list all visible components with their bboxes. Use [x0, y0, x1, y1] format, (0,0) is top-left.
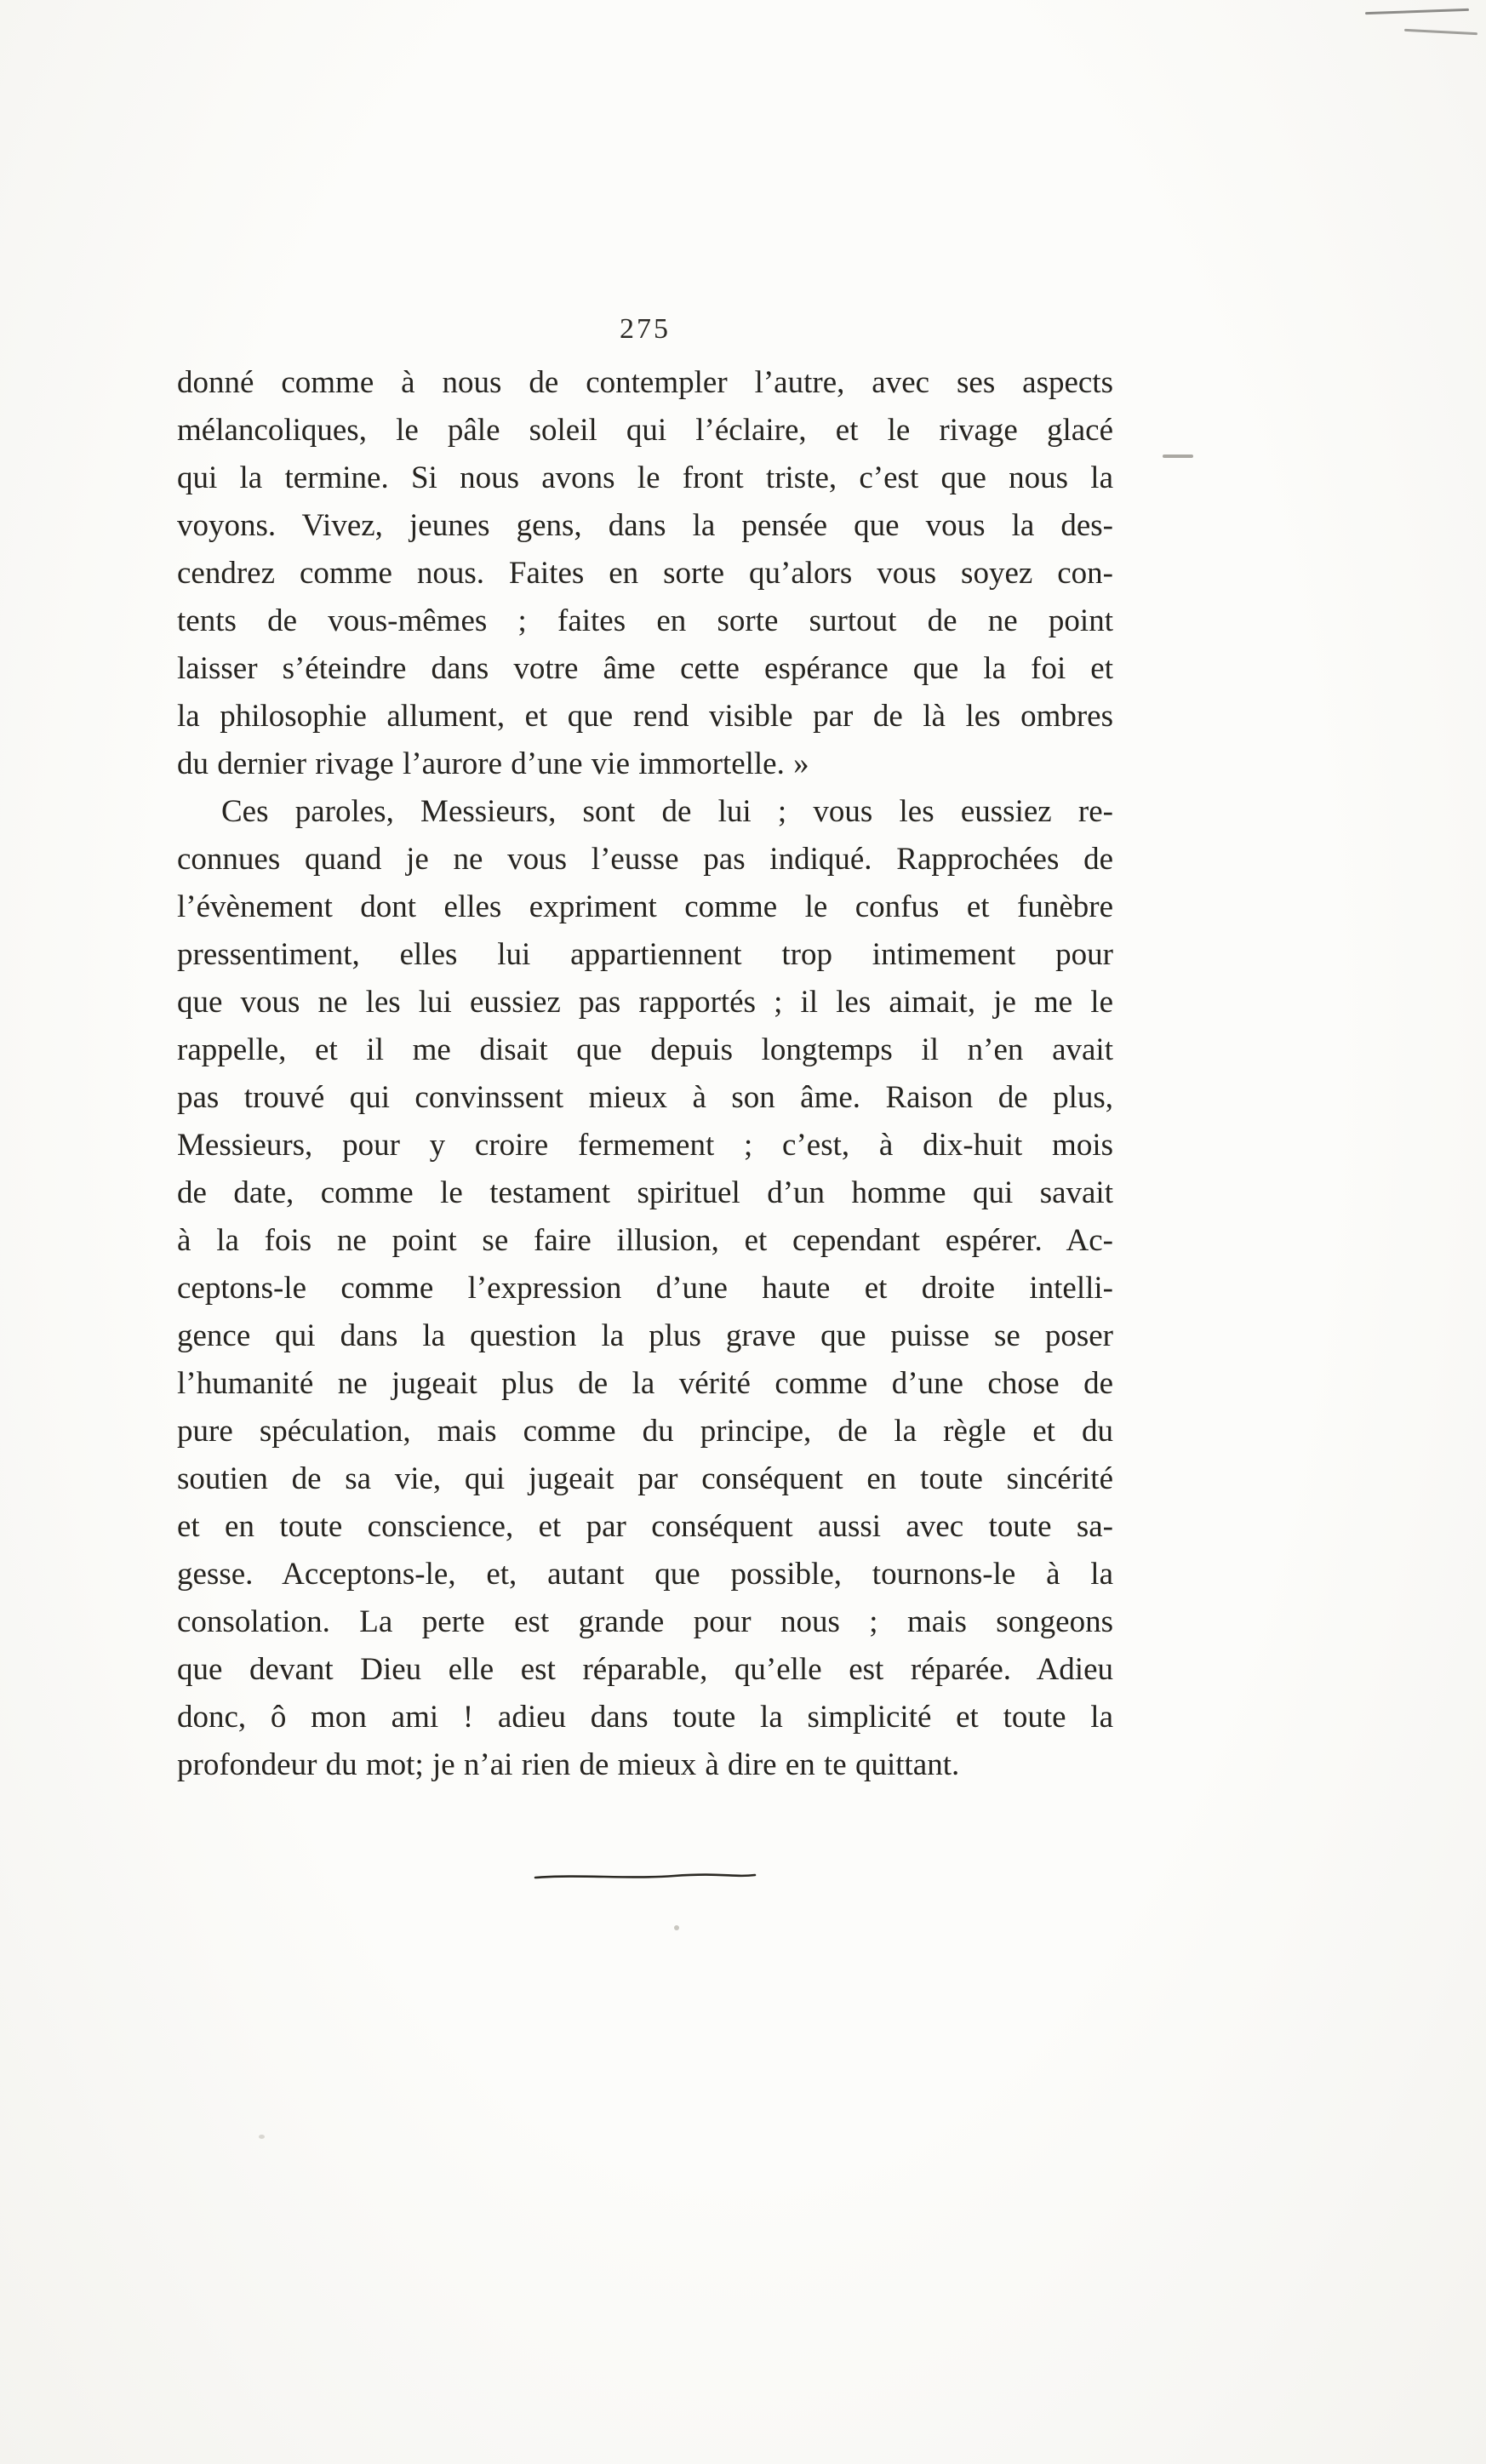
text-line: Ces paroles, Messieurs, sont de lui ; vous les eussiez re-	[221, 794, 1113, 829]
scan-artifact-margin-dash	[1163, 454, 1193, 458]
page-number: 275	[620, 313, 671, 345]
divider-rule-icon	[534, 1871, 757, 1883]
text-line: soutien de sa vie, qui jugeait par conséquent en toute sincérité	[177, 1461, 1113, 1496]
text-line: cendrez comme nous. Faites en sorte qu’alors vous soyez con-	[177, 556, 1113, 591]
text-line: donné comme à nous de contempler l’autre, avec ses aspects	[177, 365, 1113, 400]
text-line: donc, ô mon ami ! adieu dans toute la simplicité et toute la	[177, 1700, 1113, 1735]
text-line: ceptons-le comme l’expression d’une haute et droite intelli-	[177, 1271, 1113, 1306]
text-block	[177, 313, 1113, 1883]
text-line: rappelle, et il me disait que depuis longtemps il n’en avait	[177, 1032, 1113, 1067]
text-line: mélancoliques, le pâle soleil qui l’éclaire, et le rivage glacé	[177, 413, 1113, 448]
text-line: l’humanité ne jugeait plus de la vérité comme d’une chose de	[177, 1366, 1113, 1401]
text-line: gesse. Acceptons-le, et, autant que possible, tournons-le à la	[177, 1557, 1113, 1592]
paragraph-continuation	[177, 359, 1113, 788]
text-line: l’évènement dont elles expriment comme le confus et funèbre	[177, 889, 1113, 924]
text-line: que vous ne les lui eussiez pas rapportés ; il les aimait, je me le	[177, 985, 1113, 1020]
text-line: pure spéculation, mais comme du principe, de la règle et du	[177, 1414, 1113, 1449]
text-line: à la fois ne point se faire illusion, et cependant espérer. Ac-	[177, 1223, 1113, 1258]
scan-artifact-corner-mark	[1365, 9, 1469, 14]
text-line: profondeur du mot; je n’ai rien de mieux à dire en te quittant.	[177, 1747, 960, 1782]
scan-artifact-speck	[674, 1925, 679, 1930]
text-line: la philosophie allument, et que rend visible par de là les ombres	[177, 699, 1113, 734]
scan-artifact-speck	[259, 2135, 265, 2139]
text-line: que devant Dieu elle est réparable, qu’elle est réparée. Adieu	[177, 1652, 1113, 1687]
text-line: Messieurs, pour y croire fermement ; c’est, à dix-huit mois	[177, 1128, 1113, 1163]
text-line: et en toute conscience, et par conséquent aussi avec toute sa-	[177, 1509, 1113, 1544]
text-line: connues quand je ne vous l’eusse pas indiqué. Rapprochées de	[177, 842, 1113, 877]
text-line: du dernier rivage l’aurore d’une vie immortelle. »	[177, 746, 809, 781]
text-line: qui la termine. Si nous avons le front triste, c’est que nous la	[177, 460, 1113, 495]
text-line: voyons. Vivez, jeunes gens, dans la pensée que vous la des-	[177, 508, 1113, 543]
text-line: de date, comme le testament spirituel d’un homme qui savait	[177, 1175, 1113, 1210]
text-line: tents de vous-mêmes ; faites en sorte surtout de ne point	[177, 603, 1113, 638]
text-line: pas trouvé qui convinssent mieux à son âme. Raison de plus,	[177, 1080, 1113, 1115]
text-line: consolation. La perte est grande pour nous ; mais songeons	[177, 1604, 1113, 1639]
scan-artifact-corner-mark	[1404, 29, 1477, 35]
section-divider	[534, 1871, 757, 1883]
paragraph	[177, 788, 1113, 1789]
text-line: gence qui dans la question la plus grave que puisse se poser	[177, 1318, 1113, 1353]
text-line: laisser s’éteindre dans votre âme cette espérance que la foi et	[177, 651, 1113, 686]
text-line: pressentiment, elles lui appartiennent trop intimement pour	[177, 937, 1113, 972]
